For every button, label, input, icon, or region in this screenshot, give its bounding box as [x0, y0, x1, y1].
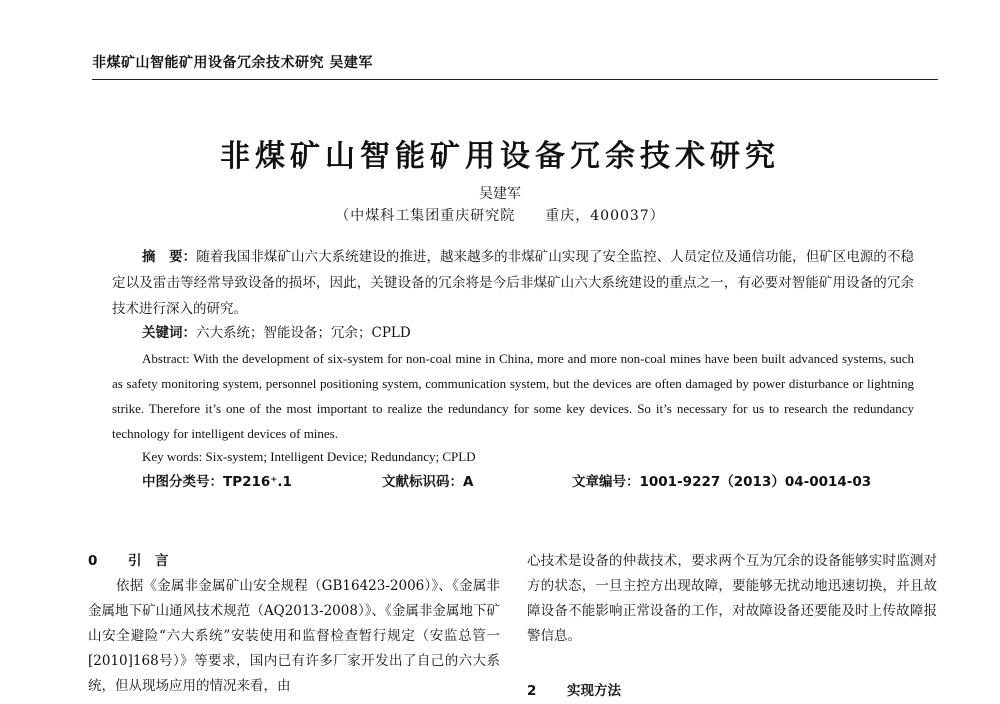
abstract-en: Abstract: With the development of six-system for non-coal mine in China, more and more non-coal mines have been built advanced systems, such as safety monitoring system, personnel positioning system, communication system, but the devices are often damaged by power disturbance or lightning strike. Therefore it’s one of the most important to realize the redundancy for some key devices. So it’s necessary for us to research the redundancy technology for intelligent devices of mines. — [112, 351, 914, 441]
clc-number: 中图分类号：TP216⁺.1 — [142, 474, 292, 490]
paper-title: 非煤矿山智能矿用设备冗余技术研究 — [220, 139, 780, 174]
document-code: 文献标识码：A — [382, 474, 474, 490]
keywords-en: Key words: Six-system; Intelligent Device; Redundancy; CPLD — [142, 449, 476, 464]
section-0-text: 依据《金属非金属矿山安全规程（GB16423-2006）》、《金属非金属地下矿山通风技术规范（AQ2013-2008）》、《金属非金属地下矿山安全避险“六大系统”安装使用和监督检查暂行规定（安监总管一[2010]168号）》等要求，国内已有许多厂家开发出了自己的六大系统，但从现场应用的情况来看，由 — [88, 578, 500, 694]
author: 吴建军 — [479, 186, 521, 202]
section-2-heading — [527, 679, 937, 704]
abstract-cn-label: 摘 要： — [142, 249, 197, 265]
article-number: 文章编号：1001-9227（2013）04-0014-03 — [572, 474, 872, 490]
right-column-text: 心技术是设备的仲裁技术，要求两个互为冗余的设备能够实时监测对方的状态，一旦主控方出现故障，要能够无扰动地迅速切换，并且故障设备不能影响正常设备的工作，对故障设备还要能及时上传故障报警信息。 — [527, 553, 937, 644]
keywords-cn-label: 关键词： — [142, 325, 196, 341]
left-column — [88, 549, 500, 699]
affiliation: （中煤科工集团重庆研究院 重庆，400037） — [335, 208, 665, 224]
abstract-cn-text: 随着我国非煤矿山六大系统建设的推进，越来越多的非煤矿山实现了安全监控、人员定位及通信功能，但矿区电源的不稳定以及雷击等经常导致设备的损坏，因此，关键设备的冗余将是今后非煤矿山六大系统建设的重点之一，有必要对智能矿用设备的冗余技术进行深入的研究。 — [112, 249, 915, 317]
running-header: 非煤矿山智能矿用设备冗余技术研究 吴建军 — [92, 52, 938, 80]
section-2-number: 2 — [527, 683, 537, 699]
section-0-title: 引 言 — [128, 553, 169, 569]
section-0-number: 0 — [88, 553, 98, 569]
right-column — [527, 549, 937, 704]
keywords-cn-text: 六大系统；智能设备；冗余；CPLD — [196, 325, 411, 341]
keywords-cn — [112, 320, 944, 346]
section-0-heading — [88, 549, 500, 574]
abstract-cn — [112, 244, 914, 322]
section-2-title: 实现方法 — [567, 683, 621, 699]
